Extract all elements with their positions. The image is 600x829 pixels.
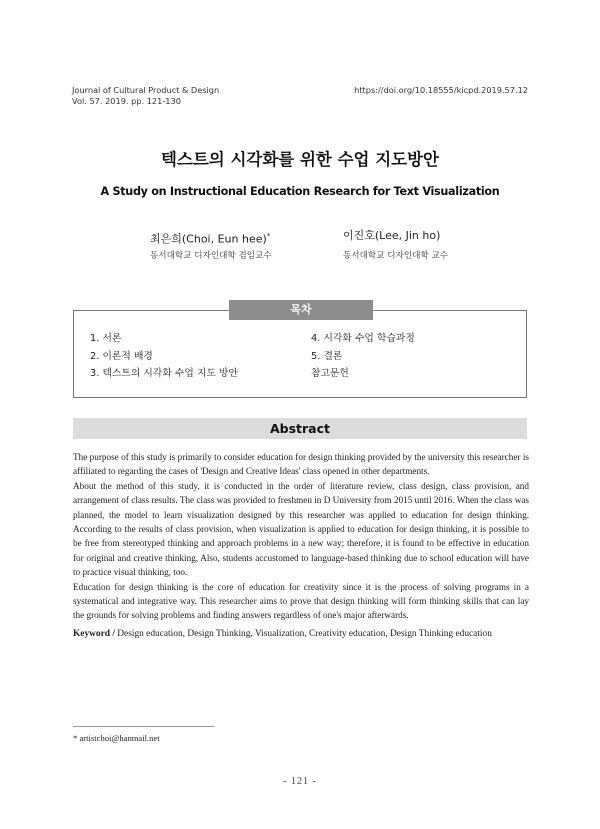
toc-item: 1. 서론 xyxy=(90,333,122,344)
author-1 xyxy=(150,229,270,247)
toc-right-column xyxy=(311,330,415,383)
journal-volume: Vol. 57. 2019. pp. 121-130 xyxy=(72,96,181,106)
author-1-mark: * xyxy=(266,232,271,240)
toc-item: 4. 시각화 수업 학습과정 xyxy=(311,333,415,344)
abstract-heading: Abstract xyxy=(73,418,527,439)
page-number: - 121 - xyxy=(283,776,317,787)
author-1-name: 최은희(Choi, Eun hee) xyxy=(150,232,267,246)
footnote: * artistchoi@hanmail.net xyxy=(73,733,160,743)
paper-subtitle: A Study on Instructional Education Research for Text Visualization xyxy=(100,185,500,198)
toc-item: 5. 결론 xyxy=(311,350,343,362)
keyword-label: Keyword / xyxy=(73,629,115,639)
abstract-body xyxy=(73,450,529,623)
paper-title: 텍스트의 시각화를 위한 수업 지도방안 xyxy=(160,150,439,169)
author-1-affiliation: 동서대학교 디자인대학 겸임교수 xyxy=(150,251,272,261)
toc-title: 목차 xyxy=(229,300,373,320)
doi-link[interactable]: https://doi.org/10.18555/kicpd.2019.57.12 xyxy=(354,85,528,95)
keywords xyxy=(73,629,529,639)
author-2-affiliation: 동서대학교 디자인대학 교수 xyxy=(343,251,449,261)
abstract-paragraph: About the method of this study, it is conducted in the order of literature review, class design, class provision, and arrangement of class results. The class was provided to freshmen in D University from 2015 until 2016. When the class was planned, the model to learn visualization designed by this researcher was applied to education for design thinking. According to the results of class provision, when visualization is applied to education for design thinking, it is possible to be free from stereotyped thinking and approach problems in a new way; therefore, it is found to be effective in education for original and creative thinking, Also, students accustomed to language-based thinking due to school education will have to practice visual thinking, too. xyxy=(73,480,529,578)
toc-item: 참고문헌 xyxy=(311,368,349,379)
toc-left-column xyxy=(90,330,238,383)
abstract-paragraph: The purpose of this study is primarily to consider education for design thinking provided by the university this researcher is affiliated to regarding the cases of 'Design and Creative Ideas' class opened in other departments. xyxy=(73,452,529,477)
toc-item: 3. 텍스트의 시각화 수업 지도 방안 xyxy=(90,368,238,379)
author-2 xyxy=(343,229,440,243)
toc-item: 2. 이론적 배경 xyxy=(90,350,153,362)
footnote-divider xyxy=(73,726,214,727)
journal-name: Journal of Cultural Product & Design xyxy=(72,85,220,95)
abstract-paragraph: Education for design thinking is the core of education for creativity since it is the process of solving programs in a systematical and integrative way. This researcher aims to prove that design thinking will form thinking skills that can lay the grounds for solving problems and finding answers regardless of one's major afterwards. xyxy=(73,581,529,621)
author-2-name: 이진호(Lee, Jin ho) xyxy=(343,229,441,242)
journal-header xyxy=(72,85,219,107)
keyword-text: Design education, Design Thinking, Visualization, Creativity education, Design Thinking education xyxy=(117,629,492,639)
